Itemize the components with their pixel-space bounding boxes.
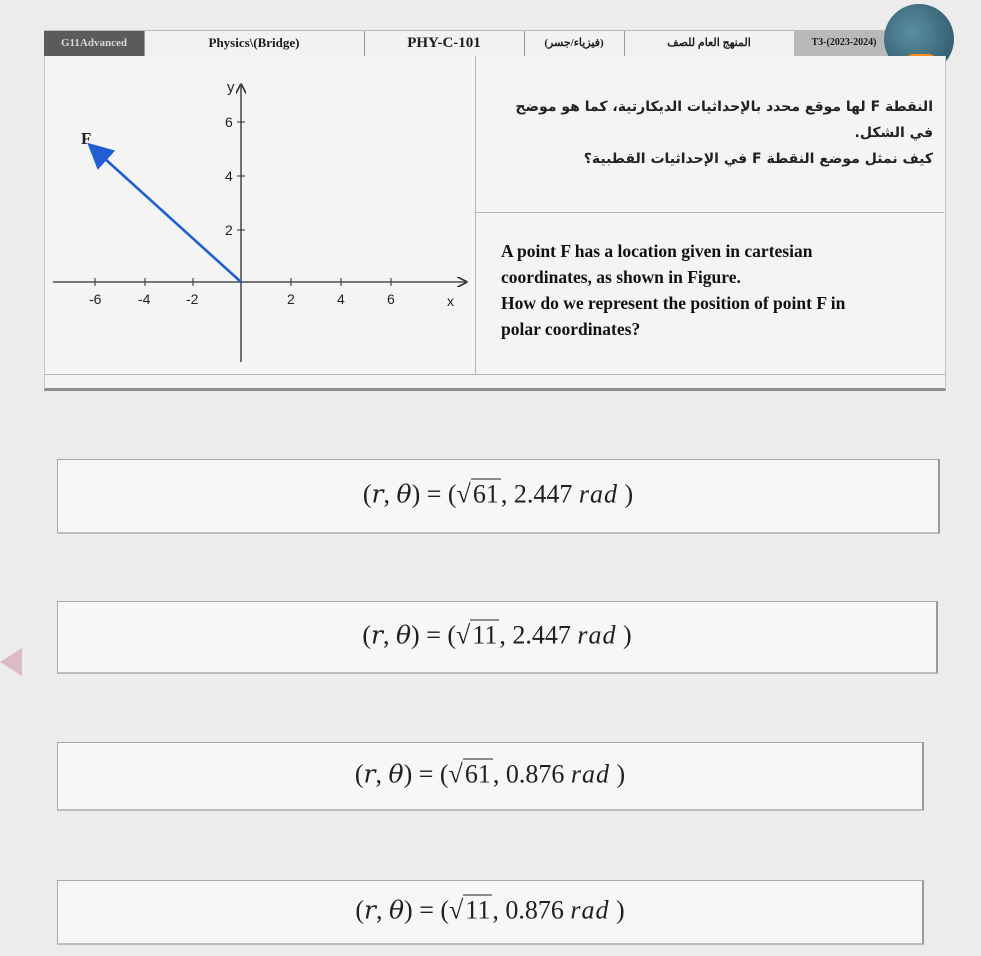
course-code: PHY-C-101 — [364, 31, 525, 57]
english-line: coordinates, as shown in Figure. — [501, 267, 741, 287]
y-tick-label: 2 — [225, 222, 233, 238]
x-tick-label: 4 — [337, 291, 345, 307]
english-line: How do we represent the position of point F in — [501, 293, 846, 313]
option-formula: (r, θ) = (√11, 0.876 rad ) — [355, 895, 625, 925]
curriculum-arabic: المنهج العام للصف — [624, 31, 795, 57]
course-header — [44, 30, 940, 59]
grade-label: G11Advanced — [44, 31, 145, 57]
card-bottom-rule — [45, 374, 945, 375]
x-axis-label: x — [447, 293, 454, 309]
answer-option-1[interactable] — [57, 459, 940, 534]
x-tick-label: 6 — [387, 291, 395, 307]
term-label: T3-(2023-2024) — [794, 31, 894, 57]
cartesian-graph — [45, 56, 476, 374]
question-card — [44, 56, 946, 391]
sqrt-icon: √ — [456, 620, 471, 650]
subject-label: Physics\(Bridge) — [144, 31, 365, 57]
back-arrow-icon[interactable] — [0, 648, 22, 676]
y-tick-label: 6 — [225, 114, 233, 130]
answer-option-4[interactable] — [57, 880, 924, 945]
text-divider — [476, 212, 944, 213]
sqrt-icon: √ — [448, 759, 463, 789]
sqrt-icon: √ — [449, 895, 464, 925]
graph-svg — [45, 56, 475, 374]
english-line: A point F has a location given in cartesian — [501, 241, 813, 261]
x-tick-label: -2 — [186, 291, 199, 307]
arabic-line: في الشكل. — [854, 125, 933, 141]
y-axis-label: y — [227, 79, 235, 96]
subject-arabic: (فيزياء/جسر) — [524, 31, 625, 57]
point-f-label: F — [81, 129, 92, 148]
arabic-line: النقطة F لها موقع محدد بالإحداثيات الديكارتية، كما هو موضح — [515, 99, 933, 115]
answer-option-3[interactable] — [57, 742, 924, 811]
english-line: polar coordinates? — [501, 319, 641, 339]
option-formula: (r, θ) = (√61, 2.447 rad ) — [362, 479, 634, 509]
position-vector — [93, 148, 241, 282]
x-tick-label: 2 — [287, 291, 295, 307]
y-tick-label: 4 — [225, 168, 233, 184]
arabic-line: كيف نمثل موضع النقطة F في الإحداثيات القطبية؟ — [583, 151, 933, 167]
x-tick-label: -4 — [138, 291, 151, 307]
answer-option-2[interactable] — [57, 601, 938, 674]
question-english — [501, 238, 941, 342]
x-tick-label: -6 — [89, 291, 102, 307]
sqrt-icon: √ — [456, 479, 471, 509]
option-formula: (r, θ) = (√61, 0.876 rad ) — [354, 759, 626, 789]
question-arabic — [493, 94, 933, 172]
option-formula: (r, θ) = (√11, 2.447 rad ) — [362, 620, 632, 650]
